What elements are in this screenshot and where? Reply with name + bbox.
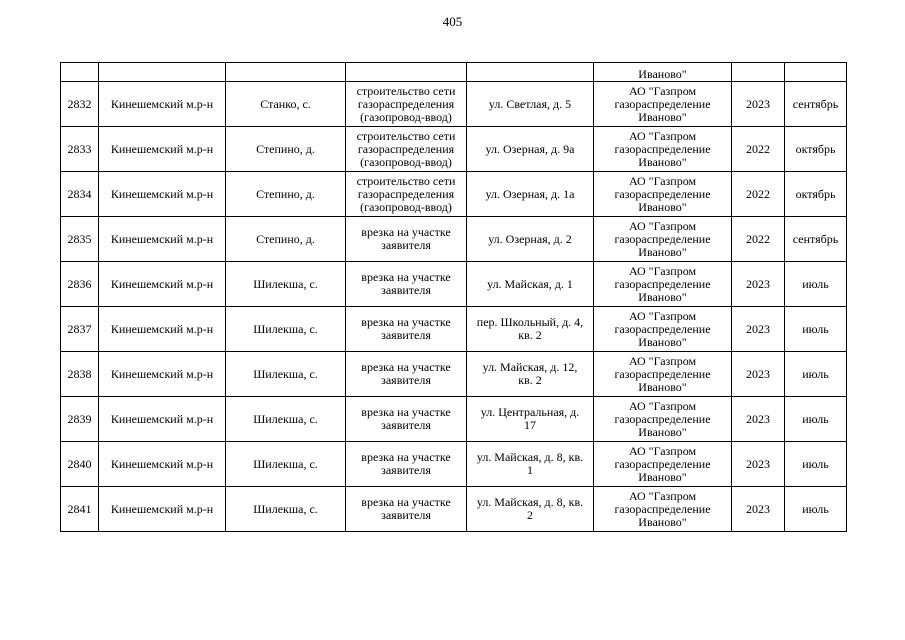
cell-num: 2833 — [61, 127, 99, 172]
cell-locality: Станко, с. — [226, 82, 346, 127]
cell-org-line: газораспределение — [614, 501, 711, 516]
cell-org-line: АО "Газпром — [628, 488, 697, 503]
table-row — [61, 397, 847, 442]
cell-year: 2023 — [732, 487, 785, 532]
cell-locality: Шилекша, с. — [226, 442, 346, 487]
cell-work-line: (газопровод-ввод) — [360, 199, 452, 214]
cell-work-line: газораспределения — [357, 141, 455, 156]
cell-district: Кинешемский м.р-н — [99, 352, 226, 397]
cell-month — [785, 63, 847, 82]
cell-org-line: АО "Газпром — [628, 173, 697, 188]
cell-work-line: строительство сети — [356, 128, 456, 143]
cell-address — [467, 63, 594, 82]
cell-work — [346, 487, 467, 532]
cell-org-line: Иваново" — [638, 424, 687, 439]
cell-org-line: газораспределение — [614, 186, 711, 201]
cell-address — [467, 397, 594, 442]
cell-org-line: АО "Газпром — [628, 83, 697, 98]
gasification-table — [60, 62, 847, 532]
cell-locality: Шилекша, с. — [226, 397, 346, 442]
cell-num: 2838 — [61, 352, 99, 397]
cell-org-line: Иваново" — [638, 514, 687, 529]
cell-org-line: газораспределение — [614, 231, 711, 246]
cell-district: Кинешемский м.р-н — [99, 442, 226, 487]
cell-year: 2023 — [732, 307, 785, 352]
cell-district: Кинешемский м.р-н — [99, 487, 226, 532]
cell-year: 2023 — [732, 397, 785, 442]
cell-org-line: АО "Газпром — [628, 128, 697, 143]
cell-work-line: заявителя — [381, 418, 431, 432]
cell-work — [346, 352, 467, 397]
table-row — [61, 127, 847, 172]
table-row — [61, 442, 847, 487]
cell-work-line: врезка на участке — [361, 405, 451, 419]
cell-locality — [226, 63, 346, 82]
cell-work — [346, 217, 467, 262]
cell-locality: Шилекша, с. — [226, 487, 346, 532]
cell-org-line: газораспределение — [614, 411, 711, 426]
cell-work — [346, 82, 467, 127]
cell-address-line: ул. Майская, д. 1 — [487, 276, 573, 291]
cell-month: сентябрь — [785, 82, 847, 127]
cell-locality: Степино, д. — [226, 127, 346, 172]
cell-year: 2022 — [732, 217, 785, 262]
cell-work — [346, 127, 467, 172]
cell-work-line: строительство сети — [356, 83, 456, 98]
cell-org-line: Иваново" — [638, 199, 687, 214]
cell-address — [467, 217, 594, 262]
cell-num: 2832 — [61, 82, 99, 127]
cell-district: Кинешемский м.р-н — [99, 172, 226, 217]
table-row — [61, 217, 847, 262]
cell-year: 2022 — [732, 172, 785, 217]
cell-month: октябрь — [785, 172, 847, 217]
table-body — [61, 63, 847, 532]
page-number: 405 — [442, 14, 463, 29]
cell-locality: Шилекша, с. — [226, 307, 346, 352]
cell-org-line: Иваново" — [638, 469, 687, 484]
cell-org-line: АО "Газпром — [628, 263, 697, 278]
cell-address — [467, 262, 594, 307]
cell-address — [467, 127, 594, 172]
cell-work-line: заявителя — [381, 238, 431, 252]
cell-org-line: Иваново" — [638, 289, 687, 304]
cell-work — [346, 262, 467, 307]
cell-org-line: газораспределение — [614, 276, 711, 291]
cell-district: Кинешемский м.р-н — [99, 217, 226, 262]
cell-org-line: Иваново" — [638, 154, 687, 169]
cell-org-line: Иваново" — [638, 244, 687, 259]
cell-year: 2023 — [732, 352, 785, 397]
cell-locality: Степино, д. — [226, 172, 346, 217]
cell-org-line: АО "Газпром — [628, 308, 697, 323]
cell-work-line: врезка на участке — [361, 315, 451, 329]
cell-work-line: врезка на участке — [361, 225, 451, 239]
cell-month: октябрь — [785, 127, 847, 172]
table-row — [61, 82, 847, 127]
cell-address — [467, 487, 594, 532]
cell-district: Кинешемский м.р-н — [99, 397, 226, 442]
cell-org — [594, 127, 732, 172]
cell-address-line: ул. Майская, д. 8, кв. — [476, 495, 584, 509]
cell-month: июль — [785, 442, 847, 487]
cell-district: Кинешемский м.р-н — [99, 82, 226, 127]
cell-locality: Шилекша, с. — [226, 262, 346, 307]
cell-org — [594, 487, 732, 532]
cell-org-line: газораспределение — [614, 456, 711, 471]
cell-month: июль — [785, 397, 847, 442]
cell-work — [346, 63, 467, 82]
cell-locality: Степино, д. — [226, 217, 346, 262]
cell-org-line: газораспределение — [614, 321, 711, 336]
cell-month: июль — [785, 307, 847, 352]
cell-work-line: строительство сети — [356, 173, 456, 188]
table-row — [61, 352, 847, 397]
cell-address-line: ул. Светлая, д. 5 — [488, 96, 572, 111]
cell-org — [594, 307, 732, 352]
cell-org — [594, 352, 732, 397]
cell-month: июль — [785, 262, 847, 307]
cell-work-line: (газопровод-ввод) — [360, 154, 452, 169]
cell-address-line: кв. 2 — [518, 328, 542, 342]
cell-org-line: Иваново" — [638, 379, 687, 394]
cell-address — [467, 442, 594, 487]
cell-work-line: врезка на участке — [361, 270, 451, 284]
cell-address — [467, 352, 594, 397]
cell-org-line: АО "Газпром — [628, 443, 697, 458]
cell-district: Кинешемский м.р-н — [99, 307, 226, 352]
cell-address-line: ул. Озерная, д. 2 — [488, 231, 572, 246]
cell-year — [732, 63, 785, 82]
cell-locality: Шилекша, с. — [226, 352, 346, 397]
cell-district — [99, 63, 226, 82]
continuation-row — [61, 63, 847, 82]
cell-work-line: заявителя — [381, 373, 431, 387]
table-row — [61, 262, 847, 307]
cell-address-line: пер. Школьный, д. 4, — [476, 315, 584, 329]
cell-work — [346, 397, 467, 442]
cell-org-line: Иваново" — [638, 109, 687, 124]
cell-address-line: ул. Майская, д. 12, — [482, 360, 578, 374]
cell-work-line: заявителя — [381, 463, 431, 477]
cell-work — [346, 307, 467, 352]
cell-address-line: ул. Майская, д. 8, кв. — [476, 450, 584, 464]
cell-district: Кинешемский м.р-н — [99, 262, 226, 307]
cell-org — [594, 82, 732, 127]
cell-org-line: АО "Газпром — [628, 398, 697, 413]
cell-org — [594, 217, 732, 262]
table-row — [61, 487, 847, 532]
cell-year: 2023 — [732, 82, 785, 127]
cell-work-line: врезка на участке — [361, 450, 451, 464]
cell-work — [346, 172, 467, 217]
cell-address-line: 17 — [524, 418, 536, 432]
cell-work-line: заявителя — [381, 508, 431, 522]
cell-num: 2837 — [61, 307, 99, 352]
cell-year: 2022 — [732, 127, 785, 172]
cell-org-line: газораспределение — [614, 366, 711, 381]
cell-work-line: заявителя — [381, 328, 431, 342]
cell-org: Иваново" — [594, 63, 732, 82]
cell-org — [594, 172, 732, 217]
cell-org — [594, 442, 732, 487]
cell-work-line: заявителя — [381, 283, 431, 297]
cell-address-line: кв. 2 — [518, 373, 542, 387]
cell-org-line: Иваново" — [638, 334, 687, 349]
cell-address — [467, 82, 594, 127]
cell-address-line: 2 — [527, 508, 533, 522]
cell-num: 2841 — [61, 487, 99, 532]
cell-month: июль — [785, 487, 847, 532]
cell-work — [346, 442, 467, 487]
cell-address-line: 1 — [527, 463, 533, 477]
cell-year: 2023 — [732, 442, 785, 487]
table-row — [61, 172, 847, 217]
cell-month: июль — [785, 352, 847, 397]
cell-address-line: ул. Озерная, д. 9а — [485, 141, 575, 156]
cell-num — [61, 63, 99, 82]
cell-num: 2836 — [61, 262, 99, 307]
cell-org-line: АО "Газпром — [628, 353, 697, 368]
cell-num: 2840 — [61, 442, 99, 487]
cell-work-line: врезка на участке — [361, 495, 451, 509]
cell-org-line: газораспределение — [614, 141, 711, 156]
cell-num: 2834 — [61, 172, 99, 217]
cell-org-line: газораспределение — [614, 96, 711, 111]
cell-org — [594, 397, 732, 442]
table-row — [61, 307, 847, 352]
cell-num: 2835 — [61, 217, 99, 262]
cell-address-line: ул. Центральная, д. — [480, 405, 580, 419]
cell-address — [467, 172, 594, 217]
cell-org-line: АО "Газпром — [628, 218, 697, 233]
cell-year: 2023 — [732, 262, 785, 307]
cell-work-line: газораспределения — [357, 186, 455, 201]
cell-address — [467, 307, 594, 352]
cell-org — [594, 262, 732, 307]
cell-work-line: газораспределения — [357, 96, 455, 111]
cell-work-line: (газопровод-ввод) — [360, 109, 452, 124]
cell-work-line: врезка на участке — [361, 360, 451, 374]
cell-district: Кинешемский м.р-н — [99, 127, 226, 172]
cell-num: 2839 — [61, 397, 99, 442]
cell-month: сентябрь — [785, 217, 847, 262]
cell-address-line: ул. Озерная, д. 1а — [485, 186, 575, 201]
